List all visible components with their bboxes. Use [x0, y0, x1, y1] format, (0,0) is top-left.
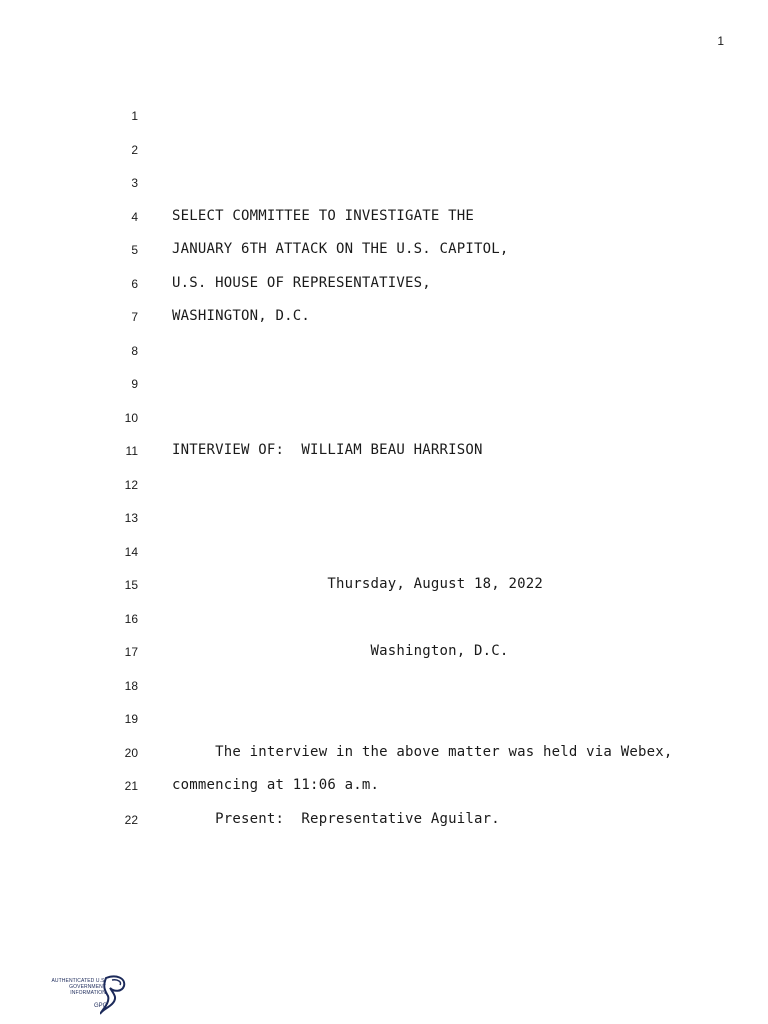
line-number: 2 — [131, 142, 138, 157]
transcript-line — [0, 640, 768, 674]
line-number: 22 — [124, 812, 138, 827]
transcript-line — [0, 171, 768, 205]
line-number: 6 — [131, 276, 138, 291]
transcript-line — [0, 305, 768, 339]
line-text: JANUARY 6TH ATTACK ON THE U.S. CAPITOL, — [172, 241, 509, 257]
line-number: 21 — [124, 779, 138, 793]
transcript-line — [0, 272, 768, 306]
transcript-line — [0, 741, 768, 775]
line-text: Present: Representative Aguilar. — [172, 810, 500, 827]
logo-agency: GPO — [94, 1003, 108, 1009]
line-text: commencing at 11:06 a.m. — [172, 777, 380, 793]
eagle-icon — [100, 974, 128, 1016]
transcript-body — [0, 104, 768, 841]
line-number: 12 — [124, 477, 138, 492]
line-number: 17 — [124, 645, 138, 659]
transcript-line — [0, 406, 768, 440]
line-number: 9 — [131, 377, 138, 391]
transcript-line — [0, 607, 768, 641]
line-number: 19 — [124, 712, 138, 726]
transcript-line — [0, 774, 768, 808]
line-number: 5 — [131, 243, 138, 257]
transcript-line — [0, 205, 768, 239]
line-number: 3 — [131, 176, 138, 190]
logo-caption: AUTHENTICATED U.S. GOVERNMENT INFORMATION — [51, 978, 106, 996]
line-number: 16 — [124, 611, 138, 626]
line-number: 4 — [131, 209, 138, 224]
line-number: 8 — [131, 343, 138, 358]
transcript-line — [0, 339, 768, 373]
transcript-line — [0, 674, 768, 708]
line-text: INTERVIEW OF: WILLIAM BEAU HARRISON — [172, 442, 483, 458]
line-number: 18 — [124, 678, 138, 693]
line-text: WASHINGTON, D.C. — [172, 308, 311, 324]
line-text: U.S. HOUSE OF REPRESENTATIVES, — [172, 274, 431, 291]
transcript-line — [0, 473, 768, 507]
line-text: SELECT COMMITTEE TO INVESTIGATE THE — [172, 207, 475, 224]
transcript-line — [0, 104, 768, 138]
line-text: Washington, D.C. — [172, 643, 509, 659]
transcript-line — [0, 540, 768, 574]
transcript-line — [0, 372, 768, 406]
line-number: 15 — [124, 578, 138, 592]
transcript-line — [0, 506, 768, 540]
page-number: 1 — [717, 34, 724, 48]
line-number: 20 — [124, 745, 138, 760]
line-number: 11 — [125, 444, 138, 458]
line-text: Thursday, August 18, 2022 — [172, 576, 544, 592]
gpo-authentication-logo — [44, 974, 128, 1018]
transcript-line — [0, 138, 768, 172]
transcript-line — [0, 808, 768, 842]
transcript-line — [0, 439, 768, 473]
line-number: 7 — [131, 310, 138, 324]
line-number: 10 — [124, 410, 138, 425]
line-number: 13 — [124, 511, 138, 525]
transcript-line — [0, 238, 768, 272]
line-text: The interview in the above matter was held via Webex, — [172, 743, 673, 760]
line-number: 1 — [131, 109, 138, 123]
transcript-line — [0, 707, 768, 741]
line-number: 14 — [124, 544, 138, 559]
transcript-line — [0, 573, 768, 607]
